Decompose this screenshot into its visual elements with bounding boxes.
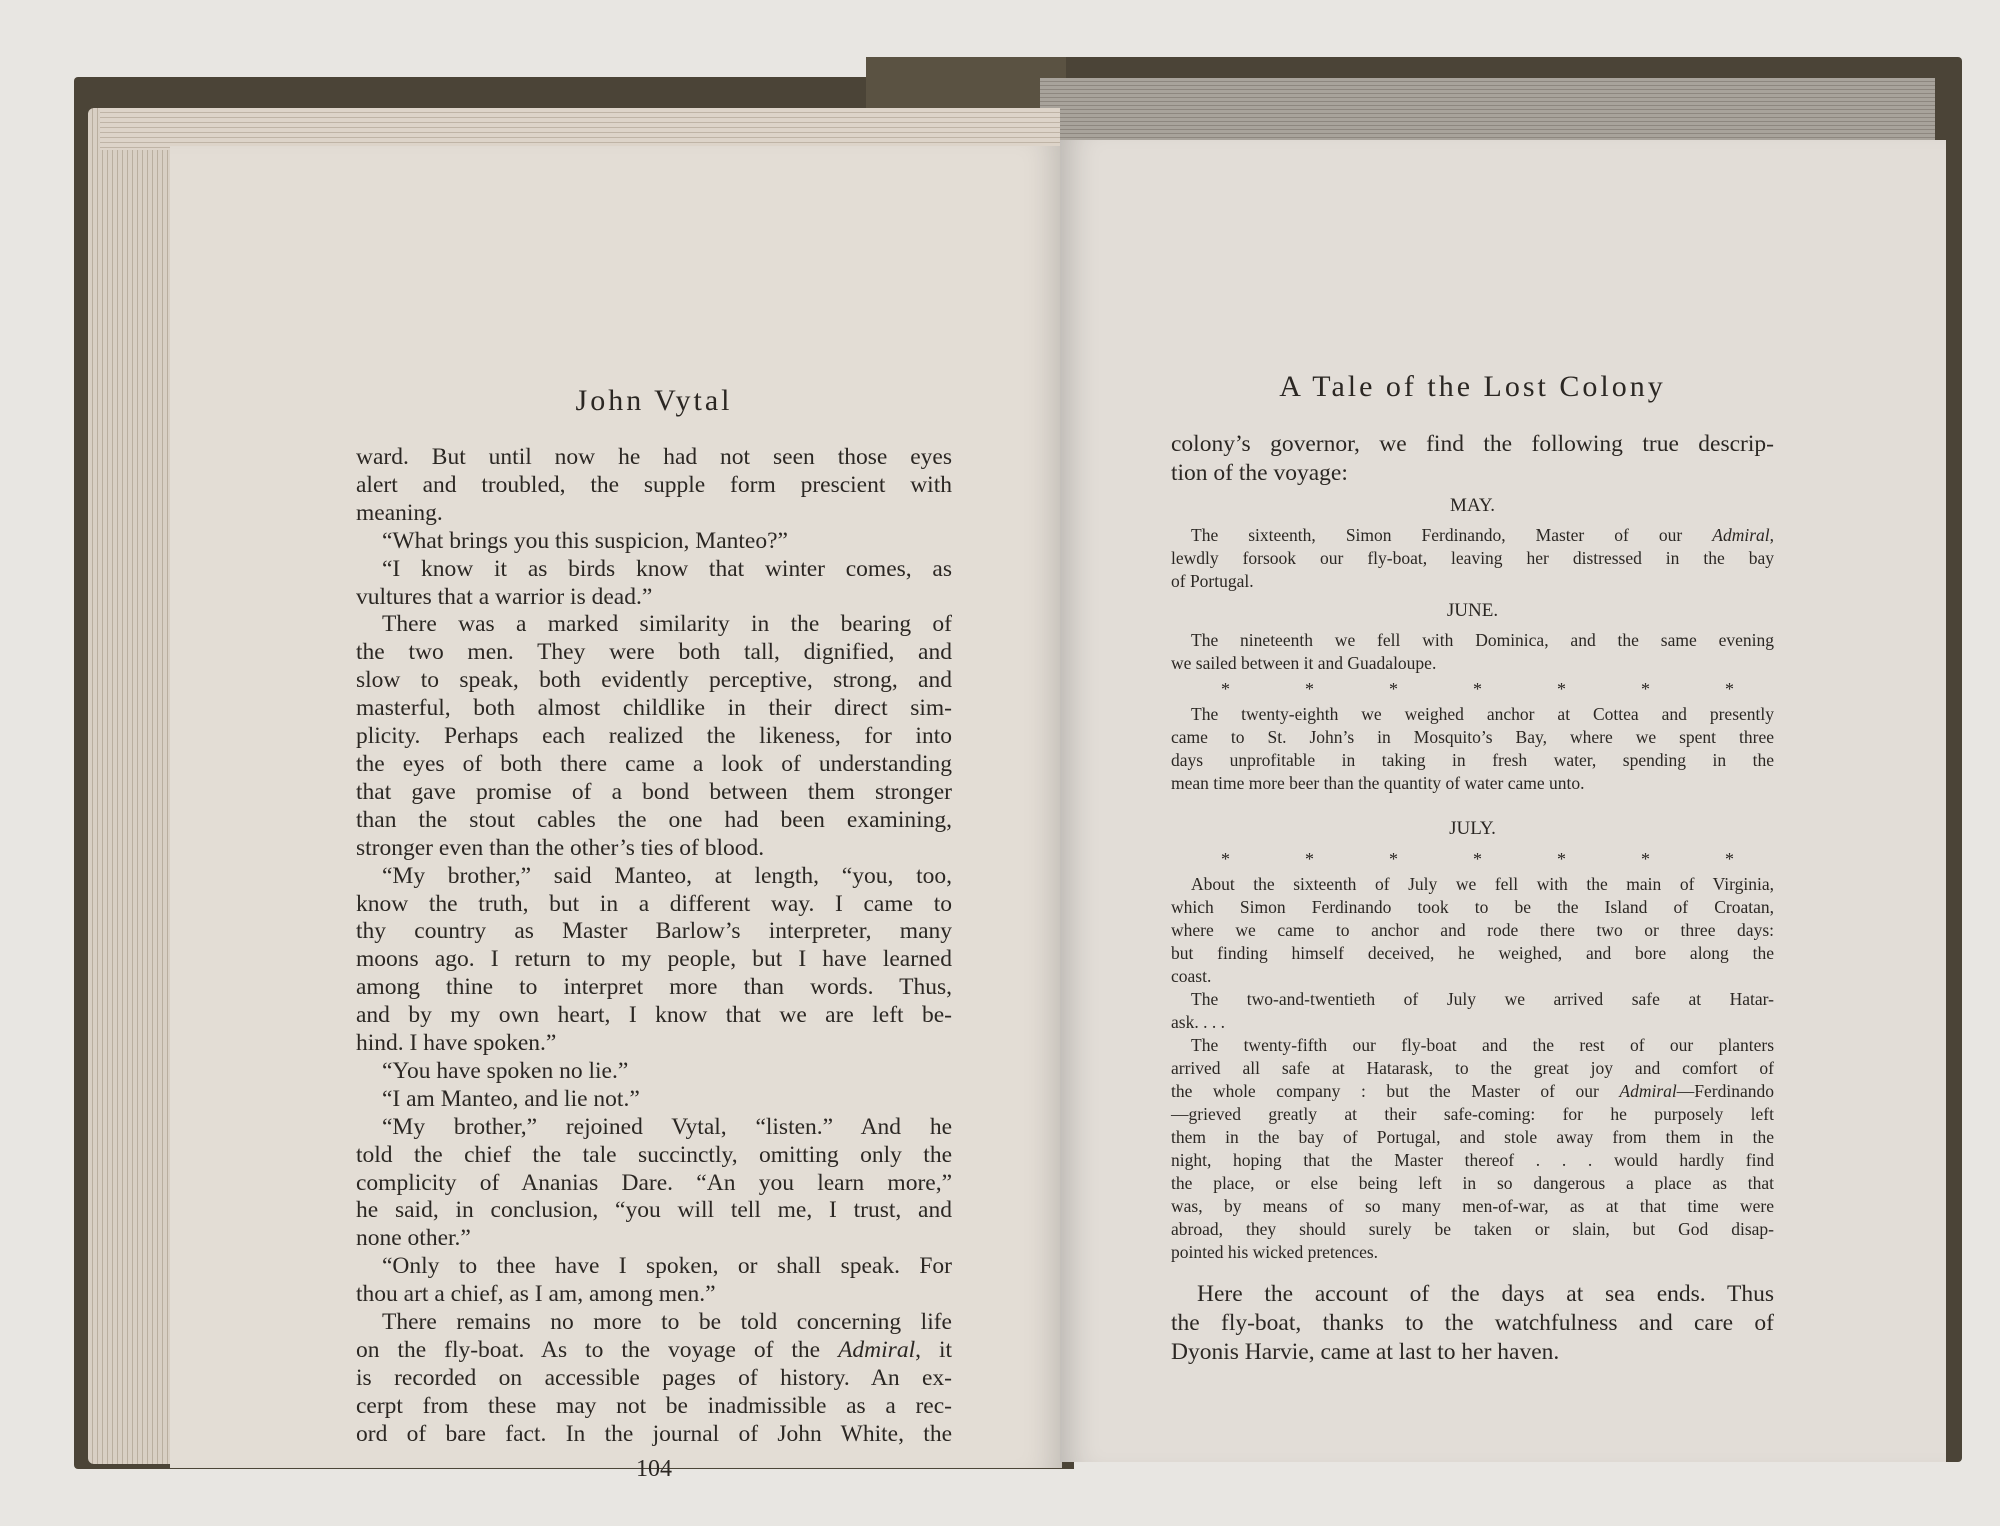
line-text: days unprofitable in taking in fresh water, spending in the (1171, 750, 1774, 770)
text-line (1171, 1172, 1774, 1195)
journal-excerpt (1171, 524, 1774, 593)
line-text: of Portugal. (1171, 571, 1254, 591)
page-number: 104 (636, 1456, 672, 1482)
text-line (356, 1197, 952, 1225)
line-text: where we came to anchor and rode there two or three days: (1171, 920, 1774, 940)
line-text: he said, in conclusion, “you will tell me, I trust, and (356, 1197, 952, 1224)
text-line (356, 444, 952, 472)
line-text: “What brings you this suspicion, Manteo?” (382, 527, 788, 554)
line-text: There was a marked similarity in the bearing of (382, 611, 952, 638)
month-heading: JUNE. (1446, 600, 1499, 621)
line-text: The twenty-fifth our fly-boat and the rest of our planters (1191, 1035, 1774, 1055)
line-text: The nineteenth we fell with Dominica, and the same evening (1191, 630, 1774, 650)
text-line (356, 1086, 952, 1114)
line-text: “My brother,” said Manteo, at length, “you, too, (382, 862, 952, 889)
text-line (1171, 772, 1774, 795)
line-text: About the sixteenth of July we fell with the main of Virginia, (1191, 874, 1774, 894)
text-line (356, 1365, 952, 1393)
text-line (1171, 430, 1774, 459)
asterisk: * (1725, 849, 1734, 869)
line-text: ask. . . . (1171, 1012, 1225, 1032)
line-text: plicity. Perhaps each realized the likeness, for into (356, 723, 952, 750)
asterisk: * (1305, 849, 1314, 869)
line-text: tion of the voyage: (1171, 460, 1348, 486)
running-head-right: A Tale of the Lost Colony (1279, 370, 1666, 403)
text-line (356, 1142, 952, 1170)
journal-excerpt (1171, 703, 1774, 795)
asterism-divider (1171, 847, 1774, 871)
line-text: thou art a chief, as I am, among men.” (356, 1281, 716, 1308)
text-line (356, 891, 952, 919)
text-line (356, 863, 952, 891)
text-line (1171, 652, 1774, 675)
line-text: “Only to thee have I spoken, or shall speak. For (382, 1253, 952, 1280)
line-text: abroad, they should surely be taken or slain, but God disap- (1171, 1219, 1774, 1239)
line-text: meaning. (356, 499, 443, 526)
line-text: moons ago. I return to my people, but I have learned (356, 946, 952, 973)
line-text: The sixteenth, Simon Ferdinando, Master of our (1191, 525, 1713, 545)
asterisk: * (1221, 849, 1230, 869)
line-text: night, hoping that the Master thereof . . . would hardly find (1171, 1150, 1774, 1170)
text-line (1171, 726, 1774, 749)
text-line (356, 807, 952, 835)
right-page-text (1171, 430, 1774, 1367)
spacer (1171, 795, 1774, 811)
text-line (356, 1309, 952, 1337)
line-text: the two men. They were both tall, dignified, and (356, 639, 952, 666)
line-text: slow to speak, both evidently perceptive, strong, and (356, 667, 952, 694)
text-line (1171, 942, 1774, 965)
line-text-end: —Ferdinando (1676, 1081, 1774, 1101)
line-text: ord of bare fact. In the journal of John White, the (356, 1420, 952, 1447)
text-line (356, 639, 952, 667)
line-text: but finding himself deceived, he weighed, and bore along the (1171, 943, 1774, 963)
line-text: the eyes of both there came a look of understanding (356, 750, 952, 777)
asterisk: * (1641, 849, 1650, 869)
paragraph (1171, 430, 1774, 488)
line-text: them in the bay of Portugal, and stole away from them in the (1171, 1127, 1774, 1147)
text-line (1171, 1280, 1774, 1309)
line-text: the fly-boat, thanks to the watchfulness and care of (1171, 1310, 1774, 1336)
line-text: stronger even than the other’s ties of blood. (356, 834, 765, 861)
line-text: cerpt from these may not be inadmissible as a rec- (356, 1392, 952, 1419)
text-line (356, 584, 952, 612)
line-text: which Simon Ferdinando took to be the Island of Croatan, (1171, 897, 1774, 917)
italic-ship-name: Admiral (1619, 1081, 1677, 1101)
text-line (1171, 1241, 1774, 1264)
text-line (1171, 629, 1774, 652)
page-edges-top-right (1040, 78, 1935, 140)
page-edges-top-left (100, 108, 1060, 150)
line-text: Here the account of the days at sea ends. Thus (1197, 1281, 1774, 1307)
line-text: on the fly-boat. As to the voyage of the (356, 1337, 839, 1363)
italic-ship-name: Admiral (838, 1337, 916, 1363)
text-line (1171, 1034, 1774, 1057)
text-line (1171, 703, 1774, 726)
line-text: than the stout cables the one had been examining, (356, 806, 952, 833)
line-text: the place, or else being left in so dangerous a place as that (1171, 1173, 1774, 1193)
line-text: the whole company : but the Master of our (1171, 1081, 1620, 1101)
line-text: told the chief the tale succinctly, omitting only the (356, 1141, 952, 1168)
line-text: vultures that a warrior is dead.” (356, 583, 653, 610)
line-text-end: , (1769, 525, 1774, 545)
text-line (1171, 749, 1774, 772)
text-line (1171, 919, 1774, 942)
text-line (356, 556, 952, 584)
asterisk: * (1641, 679, 1650, 699)
text-line (1171, 1057, 1774, 1080)
text-line (1171, 1195, 1774, 1218)
text-line (1171, 570, 1774, 593)
text-line (1171, 1080, 1774, 1103)
line-text: The two-and-twentieth of July we arrived safe at Hatar- (1191, 989, 1774, 1009)
text-line (356, 1030, 952, 1058)
asterisk: * (1221, 679, 1230, 699)
asterisk: * (1473, 849, 1482, 869)
text-line (1171, 1218, 1774, 1241)
text-line (1171, 873, 1774, 896)
text-line (356, 1253, 952, 1281)
text-line (356, 1337, 952, 1365)
line-text: that gave promise of a bond between them stronger (356, 778, 952, 805)
line-text: was, by means of so many men-of-war, as at that time were (1171, 1196, 1774, 1216)
line-text: none other.” (356, 1225, 471, 1252)
line-text: Dyonis Harvie, came at last to her haven. (1171, 1339, 1560, 1365)
line-text: —grieved greatly at their safe-coming: for he purposely left (1171, 1104, 1774, 1124)
line-text: “My brother,” rejoined Vytal, “listen.” And he (382, 1113, 952, 1140)
text-line (356, 500, 952, 528)
line-text: masterful, both almost childlike in their direct sim- (356, 695, 952, 722)
line-text: lewdly forsook our fly-boat, leaving her distressed in the bay (1171, 548, 1774, 568)
text-line (1171, 1103, 1774, 1126)
line-text: thy country as Master Barlow’s interpreter, many (356, 918, 952, 945)
text-line (1171, 1149, 1774, 1172)
text-line (356, 1281, 952, 1309)
month-heading: MAY. (1450, 495, 1495, 516)
asterisk: * (1389, 849, 1398, 869)
running-head-left: John Vytal (575, 384, 733, 417)
text-line (1171, 547, 1774, 570)
text-line (356, 1114, 952, 1142)
line-text: is recorded on accessible pages of history. An ex- (356, 1364, 952, 1391)
italic-ship-name: Admiral (1712, 525, 1770, 545)
line-text: pointed his wicked pretences. (1171, 1242, 1379, 1262)
line-text: alert and troubled, the supple form prescient with (356, 471, 952, 498)
text-line (356, 974, 952, 1002)
text-line (356, 1002, 952, 1030)
asterisk: * (1557, 679, 1566, 699)
text-line (356, 611, 952, 639)
line-text: mean time more beer than the quantity of water came unto. (1171, 773, 1585, 793)
text-line (356, 528, 952, 556)
month-heading: JULY. (1449, 818, 1496, 839)
asterism-divider (1171, 677, 1774, 701)
line-text: hind. I have spoken.” (356, 1030, 557, 1057)
text-line (356, 667, 952, 695)
text-line (1171, 524, 1774, 547)
text-line (1171, 1338, 1774, 1367)
text-line (356, 918, 952, 946)
text-line (1171, 896, 1774, 919)
line-text: colony’s governor, we find the following true descrip- (1171, 431, 1774, 457)
line-text: among thine to interpret more than words. Thus, (356, 974, 952, 1001)
line-text: arrived all safe at Hatarask, to the great joy and comfort of (1171, 1058, 1774, 1078)
right-page (1060, 140, 1946, 1462)
line-text: “You have spoken no lie.” (382, 1057, 629, 1084)
line-text: coast. (1171, 966, 1212, 986)
text-line (356, 1225, 952, 1253)
line-text: ward. But until now he had not seen those eyes (356, 444, 952, 470)
asterisk: * (1725, 679, 1734, 699)
line-text: There remains no more to be told concerning life (382, 1309, 952, 1336)
text-line (356, 835, 952, 863)
text-line (356, 1170, 952, 1198)
asterisk: * (1305, 679, 1314, 699)
text-line (356, 1058, 952, 1086)
left-page-text (356, 444, 952, 1449)
text-line (356, 946, 952, 974)
text-line (356, 472, 952, 500)
text-line (1171, 965, 1774, 988)
asterisk: * (1389, 679, 1398, 699)
text-line (1171, 1011, 1774, 1034)
text-line (1171, 988, 1774, 1011)
text-line (1171, 1309, 1774, 1338)
paragraph (1171, 1280, 1774, 1367)
text-line (356, 1393, 952, 1421)
left-page (170, 146, 1062, 1482)
line-text: “I am Manteo, and lie not.” (382, 1085, 640, 1112)
asterisk: * (1557, 849, 1566, 869)
line-text: and by my own heart, I know that we are left be- (356, 1002, 952, 1029)
journal-excerpt (1171, 629, 1774, 675)
text-line (356, 751, 952, 779)
line-text: complicity of Ananias Dare. “An you learn more,” (356, 1169, 952, 1196)
text-line (356, 1421, 952, 1449)
journal-excerpt (1171, 873, 1774, 1264)
text-line (356, 695, 952, 723)
line-text: came to St. John’s in Mosquito’s Bay, where we spent three (1171, 727, 1774, 747)
line-text: “I know it as birds know that winter comes, as (382, 555, 952, 582)
text-line (1171, 459, 1774, 488)
text-line (1171, 1126, 1774, 1149)
line-text-end: , it (915, 1337, 953, 1363)
text-line (356, 723, 952, 751)
line-text: The twenty-eighth we weighed anchor at Cottea and presently (1191, 704, 1774, 724)
text-line (356, 779, 952, 807)
asterisk: * (1473, 679, 1482, 699)
line-text: know the truth, but in a different way. I came to (356, 890, 952, 917)
line-text: we sailed between it and Guadaloupe. (1171, 653, 1437, 673)
